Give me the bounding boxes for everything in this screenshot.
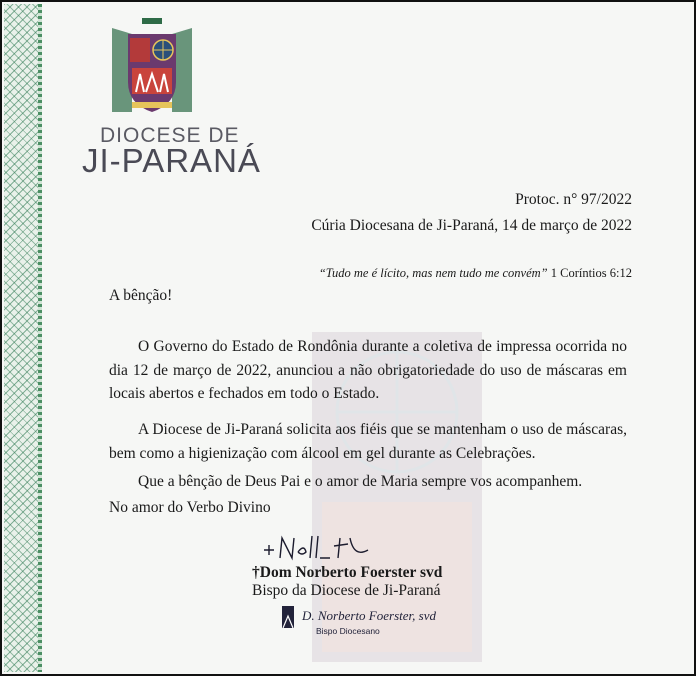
protocol-number: Protoc. n° 97/2022 bbox=[515, 191, 632, 208]
signatory-title: Bispo da Diocese de Ji-Paraná bbox=[252, 582, 441, 599]
body-paragraph-2: A Diocese de Ji-Paraná solicita aos fiéis que se mantenham o uso de máscaras, bem como a higienização com álcool em gel durante as Celebrações. bbox=[109, 421, 627, 462]
body-paragraph-3: Que a bênção de Deus Pai e o amor de Maria sempre vos acompanhem. bbox=[138, 473, 583, 490]
diocese-coat-of-arms bbox=[102, 16, 202, 116]
decorative-border bbox=[4, 4, 42, 672]
place-and-date: Cúria Diocesana de Ji-Paraná, 14 de março de 2022 bbox=[311, 217, 632, 234]
stamp-title: Bispo Diocesano bbox=[316, 626, 380, 636]
greeting: A bênção! bbox=[109, 287, 173, 304]
closing-line: No amor do Verbo Divino bbox=[109, 499, 271, 516]
epigraph bbox=[319, 264, 632, 283]
stamp-signature: D. Norberto Foerster, svd bbox=[302, 608, 436, 623]
body-paragraph-1: O Governo do Estado de Rondônia durante a coletiva de impressa ocorrida no dia 12 de março de 2022, anunciou a não obrigatoriedade do uso de máscaras em locais abertos e fechados em todo o Estado. bbox=[109, 338, 627, 402]
epigraph-quote: “Tudo me é lícito, mas nem tudo me convém” bbox=[318, 266, 548, 280]
epigraph-reference: 1 Coríntios 6:12 bbox=[550, 266, 632, 280]
letterhead-line1: DIOCESE DE bbox=[100, 124, 240, 147]
signatory-name: †Dom Norberto Foerster svd bbox=[252, 564, 443, 581]
handwritten-signature bbox=[260, 530, 380, 566]
letterhead-line2: JI-PARANÁ bbox=[82, 142, 261, 179]
